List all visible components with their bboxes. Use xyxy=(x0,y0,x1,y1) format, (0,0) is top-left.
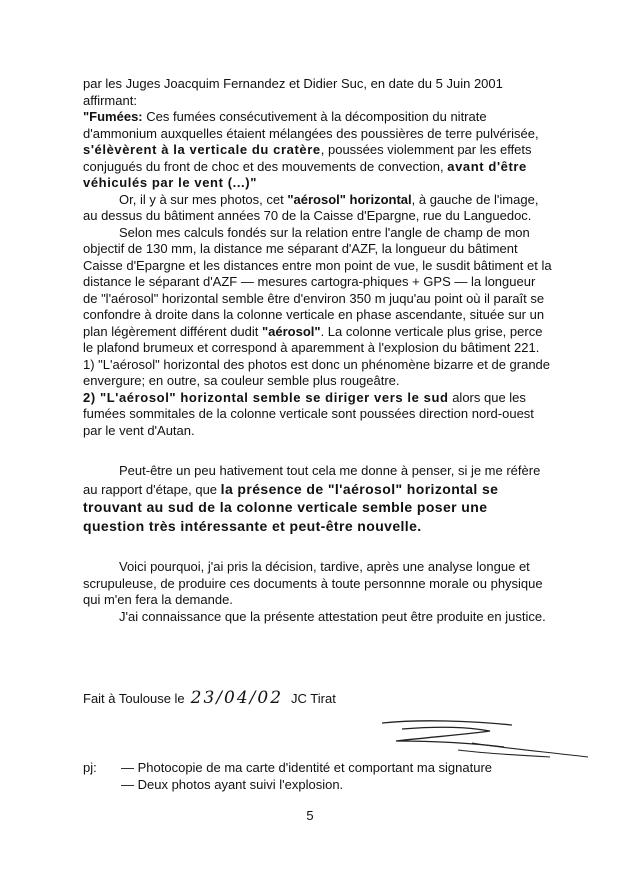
paragraph-6-text-b: alors que les fumées sommitales de la colonne verticale sont poussées direction nord-ouest par le vent d'Autan. xyxy=(83,389,534,438)
paragraph-5 xyxy=(83,357,553,390)
attachment-item: — Photocopie de ma carte d'identité et comportant ma signature xyxy=(121,760,493,775)
paragraph-3 xyxy=(83,192,553,225)
page-number: 5 xyxy=(306,808,314,823)
paragraph-9-text: J'ai connaissance que la présente attestation peut être produite en justice. xyxy=(119,608,546,624)
fumees-lead: "Fumées: xyxy=(83,109,143,124)
paragraph-4-text-a: Selon mes calculs fondés sur la relation entre l'angle de champ de mon objectif de 130 mm, la distance me séparant d'AZF, la longueur du bâtiment Caisse d'Epargne et les distances entre mon point de vue, le susdit bâtiment et la distance le séparant d'AZF — mesures cartogra-phiques + GPS — la longueur de "l'aérosol" horizontal semble être d'environ 350 m juqu'au point où il paraît se confondre à droite dans la colonne verticale en phase ascendante, située sur un plan légèrement différent dudit xyxy=(83,224,552,339)
paragraph-6 xyxy=(83,390,553,440)
handwritten-date: 23/04/02 xyxy=(190,688,284,708)
paragraph-3-emphasis: "aérosol" horizontal xyxy=(287,191,412,207)
paragraph-7 xyxy=(83,463,553,535)
paragraph-8-text: Voici pourquoi, j'ai pris la décision, tardive, après une analyse longue et scrupuleuse, de produire ces documents à toute personnne morale ou physique qui m'en fera la demande. xyxy=(83,559,543,607)
handwritten-signature xyxy=(362,717,592,765)
signatory-name: JC Tirat xyxy=(291,691,336,706)
paragraph-7-emphasis: la présence de "l'aérosol" horizontal se trouvant au sud de la colonne verticale semble poser une question très intéressante et peut-être nouvelle. xyxy=(83,480,499,534)
paragraph-1-text: par les Juges Joacquim Fernandez et Didier Suc, en date du 5 Juin 2001 affirmant: xyxy=(83,76,503,108)
closing-place: Fait à Toulouse le xyxy=(83,691,185,706)
paragraph-4-text-c: . La colonne verticale plus grise, perce le plafond brumeux et correspond à aparemment à l'explosion du bâtiment 221. xyxy=(83,323,543,355)
paragraph-2 xyxy=(83,109,553,192)
paragraph-9 xyxy=(83,609,553,626)
paragraph-2-text-c: , poussées violemment par les effets conjugués du front de choc et des mouvements de convection, xyxy=(83,142,532,174)
paragraph-5-text: 1) "L'aérosol" horizontal des photos est donc un phénomène bizarre et de grande envergure; en outre, sa couleur semble plus rougeâtre. xyxy=(83,356,551,388)
paragraph-3-text-c: , à gauche de l'image, au dessus du bâtiment années 70 de la Caisse d'Epargne, rue du Languedoc. xyxy=(83,191,539,223)
paragraph-8 xyxy=(83,559,553,609)
paragraph-2-emphasis-d: avant d'être véhiculés par le vent (...)" xyxy=(83,158,527,190)
spacer xyxy=(83,535,553,559)
paragraph-2-text-a: Ces fumées consécutivement à la décomposition du nitrate d'ammonium auxquelles étaient mélangées des poussières de terre pulvérisée, xyxy=(83,109,539,141)
spacer xyxy=(83,439,553,463)
paragraph-1 xyxy=(83,76,553,109)
paragraph-6-emphasis: 2) "L'aérosol" horizontal semble se diriger vers le sud xyxy=(83,389,449,405)
attachment-item: — Deux photos ayant suivi l'explosion. xyxy=(121,777,344,792)
attachments-label: pj: xyxy=(83,760,97,775)
paragraph-4 xyxy=(83,225,553,357)
paragraph-4-emphasis: "aérosol" xyxy=(262,323,321,339)
paragraph-7-text-a: Peut-être un peu hativement tout cela me donne à penser, si je me réfère au rapport d'étape, que xyxy=(83,463,541,497)
paragraph-3-text-a: Or, il y à sur mes photos, cet xyxy=(119,191,288,207)
paragraph-2-emphasis-b: s'élèvèrent à la verticale du cratère xyxy=(83,142,321,157)
closing-line xyxy=(83,690,553,708)
body-text xyxy=(83,76,553,625)
